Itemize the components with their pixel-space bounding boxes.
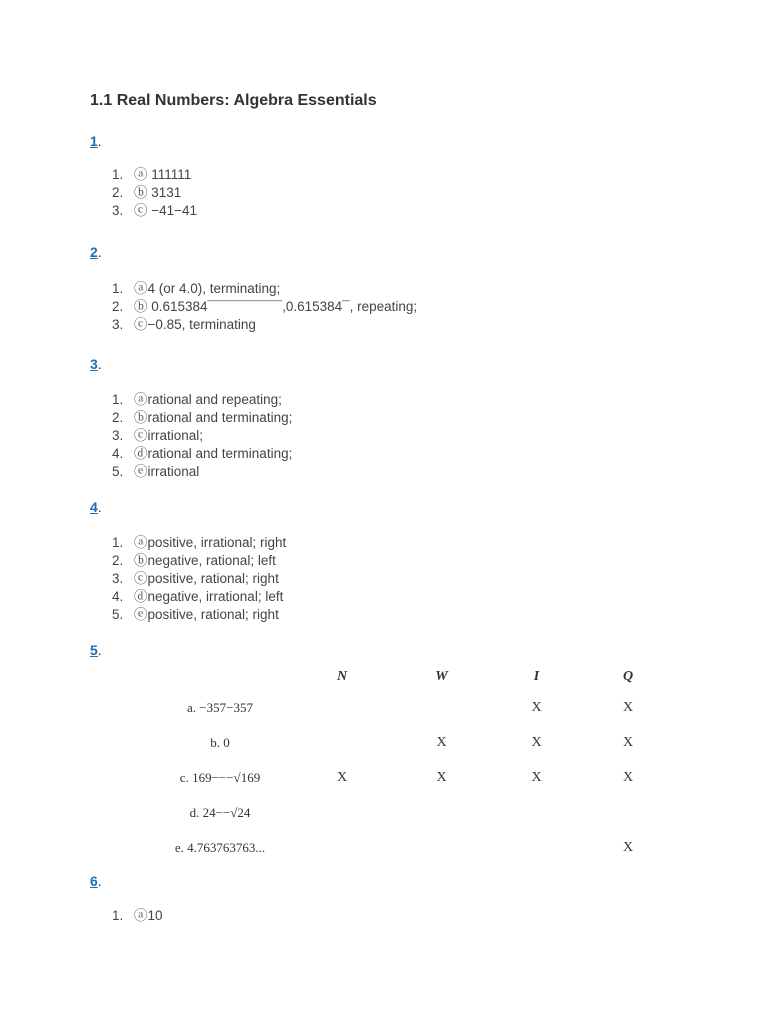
table-cell	[290, 725, 394, 760]
row-label: c. 169−−−√169	[179, 769, 261, 785]
table-row	[150, 795, 672, 830]
row-label: b. 0	[210, 734, 230, 750]
question-4-link[interactable]: 4	[90, 499, 98, 515]
answer-2c: 3. ⓒ−0.85, terminating	[112, 317, 256, 332]
question-2-link[interactable]: 2	[90, 244, 98, 260]
answer-3d: 4. ⓓrational and terminating;	[112, 446, 293, 461]
answer-6a: 1. ⓐ10	[112, 908, 163, 923]
question-3-link[interactable]: 3	[90, 356, 98, 372]
table-cell: X	[336, 769, 348, 785]
table-header-rational: Q	[622, 669, 634, 684]
answer-4d: 4. ⓓnegative, irrational; left	[112, 589, 284, 604]
table-cell: X	[622, 769, 634, 785]
question-6-link[interactable]: 6	[90, 873, 98, 889]
answer-1b: 2. ⓑ 3131	[112, 185, 182, 200]
table-cell	[394, 795, 489, 830]
question-5-heading: 5.	[90, 642, 102, 658]
table-cell	[290, 795, 394, 830]
row-label: a. −357−357	[187, 699, 253, 715]
table-cell: X	[622, 699, 634, 715]
table-cell: X	[531, 699, 542, 715]
answer-3b: 2. ⓑrational and terminating;	[112, 410, 293, 425]
question-6-heading: 6.	[90, 873, 102, 889]
table-row	[150, 760, 672, 795]
question-1-heading: 1.	[90, 133, 102, 149]
page-title: 1.1 Real Numbers: Algebra Essentials	[90, 92, 377, 109]
table-cell	[290, 690, 394, 725]
row-label: e. 4.763763763...	[174, 839, 266, 855]
number-set-table	[150, 664, 672, 865]
question-3-heading: 3.	[90, 356, 102, 372]
row-label: d. 24−−√24	[189, 804, 251, 820]
table-cell: X	[436, 769, 447, 785]
table-cell	[489, 830, 584, 865]
table-cell: X	[531, 734, 542, 750]
question-6-answers	[112, 907, 163, 925]
answer-3a: 1. ⓐrational and repeating;	[112, 392, 282, 407]
question-2-answers	[112, 280, 417, 334]
table-cell	[394, 830, 489, 865]
table-cell	[489, 795, 584, 830]
answer-4b: 2. ⓑnegative, rational; left	[112, 553, 276, 568]
table-header-integer: I	[533, 669, 540, 684]
table-cell: X	[622, 839, 634, 855]
table-header-whole: W	[435, 669, 448, 684]
question-3-answers	[112, 391, 292, 481]
question-1-link[interactable]: 1	[90, 133, 98, 149]
table-header-row	[150, 664, 672, 690]
answer-2b: 2. ⓑ 0.615384¯¯¯¯¯¯¯¯¯¯,0.615384¯, repeating;	[112, 299, 418, 314]
answer-2a: 1. ⓐ4 (or 4.0), terminating;	[112, 281, 281, 296]
table-cell	[394, 690, 489, 725]
question-1-answers	[112, 166, 197, 220]
question-4-heading: 4.	[90, 499, 102, 515]
answer-4e: 5. ⓔpositive, rational; right	[112, 607, 279, 622]
question-4-answers	[112, 534, 286, 624]
answer-1c: 3. ⓒ −41−41	[112, 203, 198, 218]
table-cell	[584, 795, 672, 830]
table-cell: X	[436, 734, 447, 750]
table-row	[150, 725, 672, 760]
table-header-blank	[150, 664, 290, 690]
question-2-heading: 2.	[90, 244, 102, 260]
answer-1a: 1. ⓐ 111111	[112, 167, 192, 182]
answer-4c: 3. ⓒpositive, rational; right	[112, 571, 279, 586]
table-header-natural: N	[336, 669, 348, 684]
table-row	[150, 830, 672, 865]
table-cell: X	[622, 734, 634, 750]
answer-3c: 3. ⓒirrational;	[112, 428, 204, 443]
answer-3e: 5. ⓔirrational	[112, 464, 200, 479]
table-row	[150, 690, 672, 725]
table-cell: X	[531, 769, 542, 785]
answer-4a: 1. ⓐpositive, irrational; right	[112, 535, 287, 550]
table-cell	[290, 830, 394, 865]
question-5-link[interactable]: 5	[90, 642, 98, 658]
